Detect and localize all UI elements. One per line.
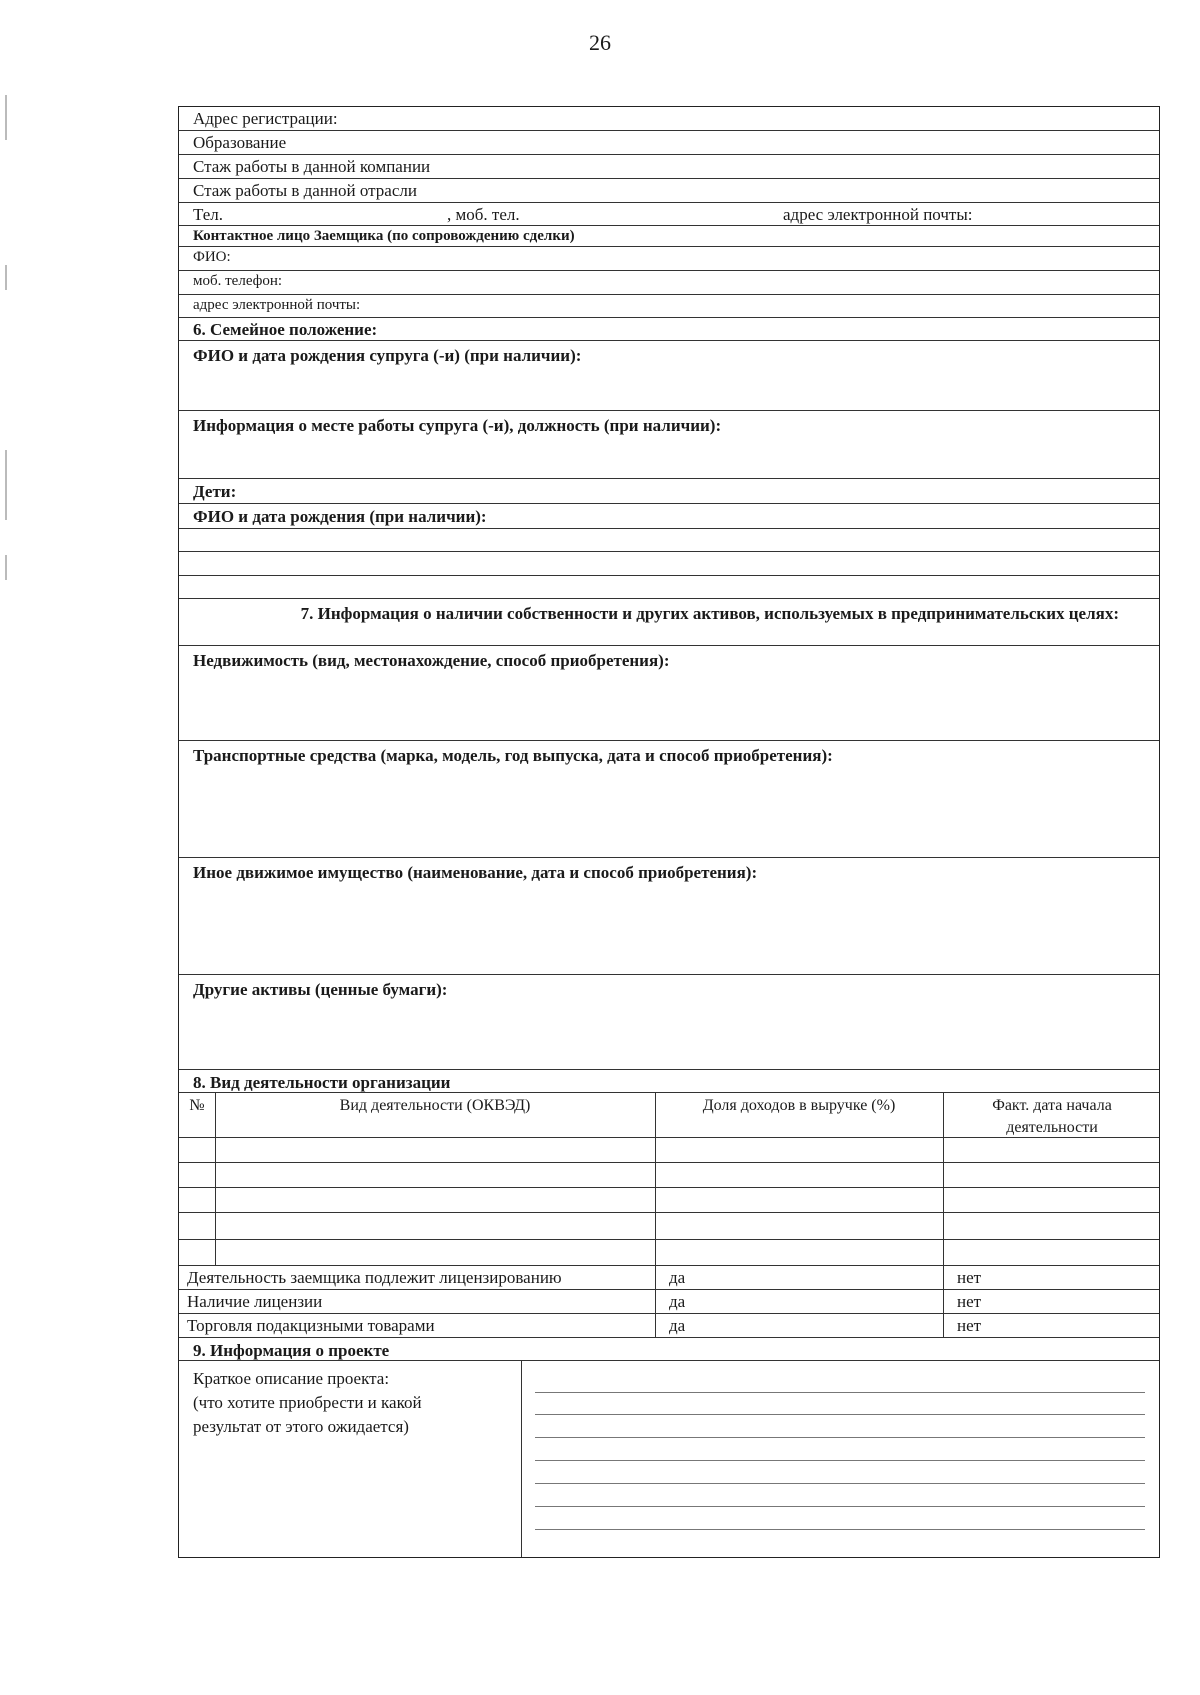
col-start-header [943, 1095, 1161, 1139]
col-start-line1: Факт. дата начала [992, 1097, 1112, 1114]
spouse-work-row[interactable] [179, 411, 1159, 479]
exp-company-label: Стаж работы в данной компании [193, 157, 431, 176]
license-exists-label: Наличие лицензии [187, 1292, 323, 1311]
section6-title-row [179, 318, 1159, 341]
section7-title: 7. Информация о наличии собственности и других активов, используемых в предпринимательских целях: [300, 604, 1119, 623]
licensing-yes[interactable]: да [669, 1268, 686, 1287]
realty-label: Недвижимость (вид, местонахождение, способ приобретения): [193, 651, 670, 670]
excise-yes[interactable]: да [669, 1316, 686, 1335]
scan-mark [5, 555, 7, 580]
reg-address-row[interactable] [179, 107, 1159, 131]
education-label: Образование [193, 133, 287, 152]
license-exists-yes[interactable]: да [669, 1292, 686, 1311]
children-row [179, 479, 1159, 504]
education-row[interactable] [179, 131, 1159, 155]
project-desc-line3: результат от этого ожидается) [193, 1417, 409, 1436]
section9-title-row [179, 1338, 1159, 1361]
licensing-row[interactable] [179, 1266, 1159, 1290]
answer-line [535, 1437, 1145, 1438]
email-label: адрес электронной почты: [783, 205, 973, 224]
child-entry-row[interactable] [179, 552, 1159, 576]
project-desc-line1: Краткое описание проекта: [193, 1369, 390, 1388]
section8-title-row [179, 1070, 1159, 1093]
application-form [178, 106, 1160, 1558]
scan-mark [5, 450, 7, 520]
answer-line [535, 1529, 1145, 1530]
col-start-line2: деятельности [1006, 1119, 1098, 1136]
col-divider [215, 1093, 216, 1266]
project-divider [521, 1361, 522, 1557]
excise-label: Торговля подакцизными товарами [187, 1316, 435, 1335]
children-label: Дети: [193, 482, 237, 501]
spouse-row[interactable] [179, 341, 1159, 411]
other-assets-row[interactable] [179, 975, 1159, 1070]
other-assets-label: Другие активы (ценные бумаги): [193, 980, 448, 999]
row-divider [179, 1239, 1159, 1240]
contact-person-heading: Контактное лицо Заемщика (по сопровождению сделки) [193, 228, 575, 244]
licensing-no[interactable]: нет [957, 1268, 982, 1287]
section9-title: 9. Информация о проекте [193, 1341, 390, 1360]
children-fio-label: ФИО и дата рождения (при наличии): [193, 507, 487, 526]
section8-title: 8. Вид деятельности организации [193, 1073, 451, 1092]
exp-company-row[interactable] [179, 155, 1159, 179]
col-activity-header: Вид деятельности (ОКВЭД) [339, 1097, 531, 1114]
mob-phone-row[interactable] [179, 271, 1159, 295]
col-share-header: Доля доходов в выручке (%) [702, 1097, 896, 1114]
other-movable-label: Иное движимое имущество (наименование, дата и способ приобретения): [193, 863, 758, 882]
col-no-header: № [189, 1097, 205, 1114]
mob-phone-label: моб. телефон: [193, 273, 283, 289]
contact-person-row [179, 226, 1159, 247]
children-fio-row [179, 504, 1159, 529]
section6-title: 6. Семейное положение: [193, 320, 378, 339]
fio-row[interactable] [179, 247, 1159, 271]
answer-line [535, 1414, 1145, 1415]
section7-title-row [179, 599, 1159, 646]
phone-label: Тел. [193, 205, 224, 224]
row-divider [179, 1187, 1159, 1188]
child-entry-row[interactable] [179, 576, 1159, 599]
project-desc-cell [193, 1367, 422, 1439]
reg-address-label: Адрес регистрации: [193, 109, 338, 128]
licensing-divider [943, 1266, 944, 1338]
activity-table [179, 1093, 1159, 1266]
exp-industry-label: Стаж работы в данной отрасли [193, 181, 417, 200]
row-divider [179, 1162, 1159, 1163]
vehicles-row[interactable] [179, 741, 1159, 858]
child-entry-row[interactable] [179, 529, 1159, 552]
excise-row[interactable] [179, 1314, 1159, 1338]
licensing-divider [655, 1266, 656, 1338]
excise-no[interactable]: нет [957, 1316, 982, 1335]
licensing-label: Деятельность заемщика подлежит лицензированию [187, 1268, 562, 1287]
exp-industry-row[interactable] [179, 179, 1159, 203]
answer-line [535, 1392, 1145, 1393]
contact-email-row[interactable] [179, 295, 1159, 318]
fio-label: ФИО: [193, 249, 231, 265]
answer-line [535, 1506, 1145, 1507]
realty-row[interactable] [179, 646, 1159, 741]
project-desc-line2: (что хотите приобрести и какой [193, 1393, 422, 1412]
license-exists-row[interactable] [179, 1290, 1159, 1314]
col-divider [655, 1093, 656, 1266]
answer-line [535, 1483, 1145, 1484]
scan-mark [5, 95, 7, 140]
spouse-work-label: Информация о месте работы супруга (-и), должность (при наличии): [193, 416, 722, 435]
row-divider [179, 1212, 1159, 1213]
other-movable-row[interactable] [179, 858, 1159, 975]
mobile-label: , моб. тел. [447, 205, 520, 224]
contact-email-label: адрес электронной почты: [193, 297, 361, 313]
spouse-label: ФИО и дата рождения супруга (-и) (при наличии): [193, 346, 582, 365]
page-number: 26 [589, 30, 611, 55]
vehicles-label: Транспортные средства (марка, модель, год выпуска, дата и способ приобретения): [193, 746, 833, 765]
phone-row[interactable] [179, 203, 1159, 226]
license-exists-no[interactable]: нет [957, 1292, 982, 1311]
answer-line [535, 1460, 1145, 1461]
scan-mark [5, 265, 7, 290]
